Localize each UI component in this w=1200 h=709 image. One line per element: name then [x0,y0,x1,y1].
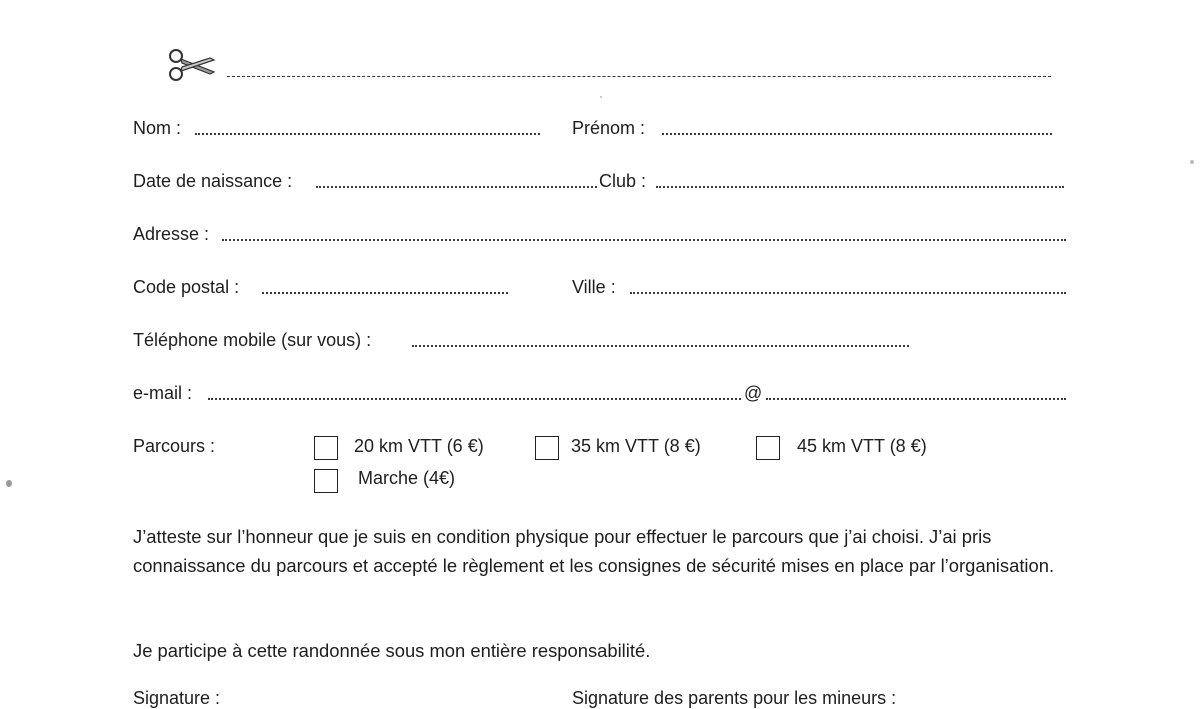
parcours-marche-checkbox[interactable] [314,469,338,493]
scissors-icon [166,46,218,86]
email-at-sign: @ [744,383,763,403]
parcours-marche-label: Marche (4€) [358,468,456,488]
scan-speck [6,480,12,487]
nom-field[interactable] [195,133,540,135]
parcours-45km-checkbox[interactable] [756,436,780,460]
scan-speck [600,96,602,98]
email-domain-field[interactable] [766,398,1066,400]
club-field[interactable] [656,186,1064,188]
adresse-label: Adresse : [133,224,210,244]
code-postal-label: Code postal : [133,277,240,297]
parcours-20km-checkbox[interactable] [314,436,338,460]
code-postal-field[interactable] [262,292,508,294]
prenom-field[interactable] [662,133,1052,135]
date-naissance-label: Date de naissance : [133,171,293,191]
responsabilite-text: Je participe à cette randonnée sous mon entière responsabilité. [133,640,651,661]
telephone-label: Téléphone mobile (sur vous) : [133,330,372,350]
parcours-label: Parcours : [133,436,216,456]
ville-field[interactable] [630,292,1066,294]
signature-parents-label: Signature des parents pour les mineurs : [572,688,897,708]
date-naissance-field[interactable] [316,186,597,188]
parcours-35km-checkbox[interactable] [535,436,559,460]
email-user-field[interactable] [208,398,741,400]
attestation-text: J’atteste sur l’honneur que je suis en condition physique pour effectuer le parcours que j’ai choisi. J’ai pris connaissance du parcours et accepté le règlement et les consignes de sécurité mises en place par l’organisation. [133,526,1055,576]
parcours-35km-label: 35 km VTT (8 €) [571,436,701,456]
ville-label: Ville : [572,277,616,297]
telephone-field[interactable] [412,345,909,347]
signature-label: Signature : [133,688,221,708]
parcours-20km-label: 20 km VTT (6 €) [354,436,484,456]
club-label: Club : [599,171,647,191]
cut-line [227,76,1051,77]
parcours-45km-label: 45 km VTT (8 €) [797,436,927,456]
adresse-field[interactable] [222,239,1066,241]
prenom-label: Prénom : [572,118,646,138]
email-label: e-mail : [133,383,193,403]
nom-label: Nom : [133,118,182,138]
scan-speck [1190,160,1194,164]
